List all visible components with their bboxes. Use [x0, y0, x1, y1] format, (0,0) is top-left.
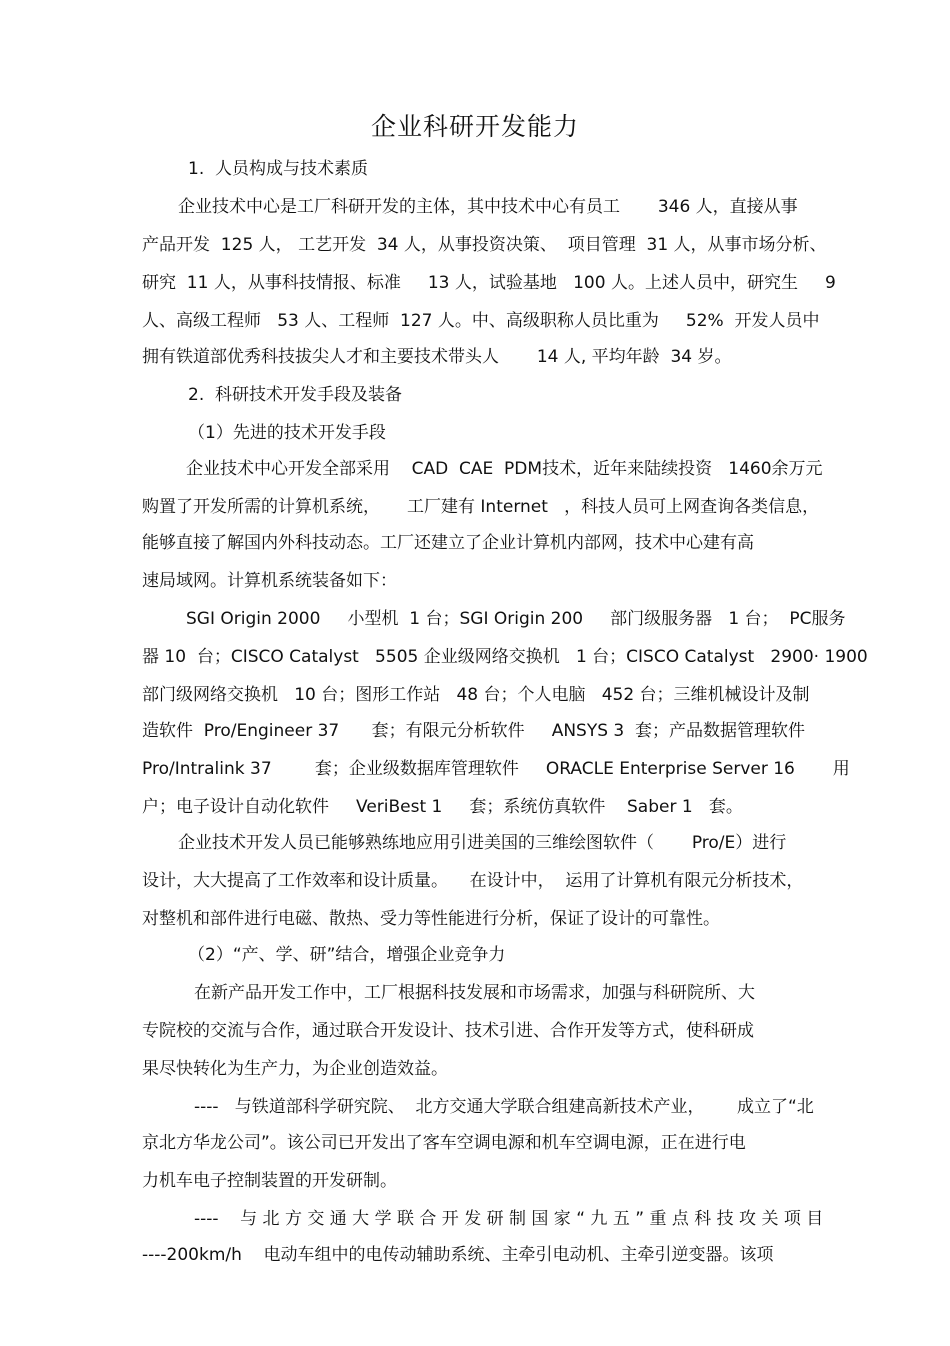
paragraph-line: ---- 与 北 方 交 通 大 学 联 合 开 发 研 制 国 家 “ 九 五 ” 重 点 科 技 攻 关 项 目	[194, 1209, 824, 1229]
paragraph-line: 对整机和部件进行电磁、散热、受力等性能进行分析，保证了设计的可靠性。	[142, 909, 720, 929]
paragraph-line: 拥有铁道部优秀科技拔尖人才和主要技术带头人 14 人, 平均年龄 34 岁。	[142, 347, 732, 367]
document-title: 企业科研开发能力	[370, 112, 579, 141]
paragraph-line: SGI Origin 2000 小型机 1 台；SGI Origin 200 部门级服务器 1 台； PC服务	[186, 609, 846, 629]
paragraph-line: Pro/Intralink 37 套；企业级数据库管理软件 ORACLE Enterprise Server 16 用	[142, 759, 850, 779]
paragraph-line: 企业技术开发人员已能够熟练地应用引进美国的三维绘图软件（ Pro/E）进行	[178, 833, 787, 853]
paragraph-line: ----200km/h 电动车组中的电传动辅助系统、主牵引电动机、主牵引逆变器。该项	[142, 1245, 774, 1265]
paragraph-line: 专院校的交流与合作，通过联合开发设计、技术引进、合作开发等方式，使科研成	[142, 1021, 754, 1041]
paragraph-line: 人、高级工程师 53 人、工程师 127 人。中、高级职称人员比重为 52% 开发人员中	[142, 311, 820, 331]
section-heading-2: 2. 科研技术开发手段及装备	[188, 385, 403, 405]
paragraph-line: 在新产品开发工作中，工厂根据科技发展和市场需求，加强与科研院所、大	[194, 983, 755, 1003]
paragraph-line: 果尽快转化为生产力，为企业创造效益。	[142, 1059, 448, 1079]
paragraph-line: 产品开发 125 人， 工艺开发 34 人，从事投资决策、 项目管理 31 人，从事市场分析、	[142, 235, 827, 255]
paragraph-line: 企业技术中心开发全部采用 CAD CAE PDM技术，近年来陆续投资 1460余万元	[186, 459, 823, 479]
subsection-heading-1: （1）先进的技术开发手段	[188, 423, 386, 443]
subsection-heading-2: （2）“产、学、研”结合，增强企业竞争力	[188, 945, 506, 965]
paragraph-line: 速局域网。计算机系统装备如下：	[142, 571, 397, 591]
paragraph-line: 购置了开发所需的计算机系统， 工厂建有 Internet ，科技人员可上网查询各类信息，	[142, 497, 820, 517]
paragraph-line: 力机车电子控制装置的开发研制。	[142, 1171, 397, 1191]
paragraph-line: 器 10 台；CISCO Catalyst 5505 企业级网络交换机 1 台；CISCO Catalyst 2900· 1900	[142, 647, 868, 667]
paragraph-line: ---- 与铁道部科学研究院、 北方交通大学联合组建高新技术产业， 成立了“北	[194, 1097, 814, 1117]
paragraph-line: 造软件 Pro/Engineer 37 套；有限元分析软件 ANSYS 3 套；产品数据管理软件	[142, 721, 806, 741]
paragraph-line: 能够直接了解国内外科技动态。工厂还建立了企业计算机内部网，技术中心建有高	[142, 533, 754, 553]
paragraph-line: 户；电子设计自动化软件 VeriBest 1 套；系统仿真软件 Saber 1 套。	[142, 797, 743, 817]
paragraph-line: 部门级网络交换机 10 台；图形工作站 48 台；个人电脑 452 台；三维机械设计及制	[142, 685, 810, 705]
section-heading-1: 1. 人员构成与技术素质	[188, 159, 369, 179]
paragraph-line: 设计，大大提高了工作效率和设计质量。 在设计中， 运用了计算机有限元分析技术，	[142, 871, 804, 891]
paragraph-line: 企业技术中心是工厂科研开发的主体，其中技术中心有员工 346 人，直接从事	[178, 197, 798, 217]
paragraph-line: 京北方华龙公司”。该公司已开发出了客车空调电源和机车空调电源，正在进行电	[142, 1133, 746, 1153]
paragraph-line: 研究 11 人，从事科技情报、标准 13 人，试验基地 100 人。上述人员中，研究生 9	[142, 273, 836, 293]
